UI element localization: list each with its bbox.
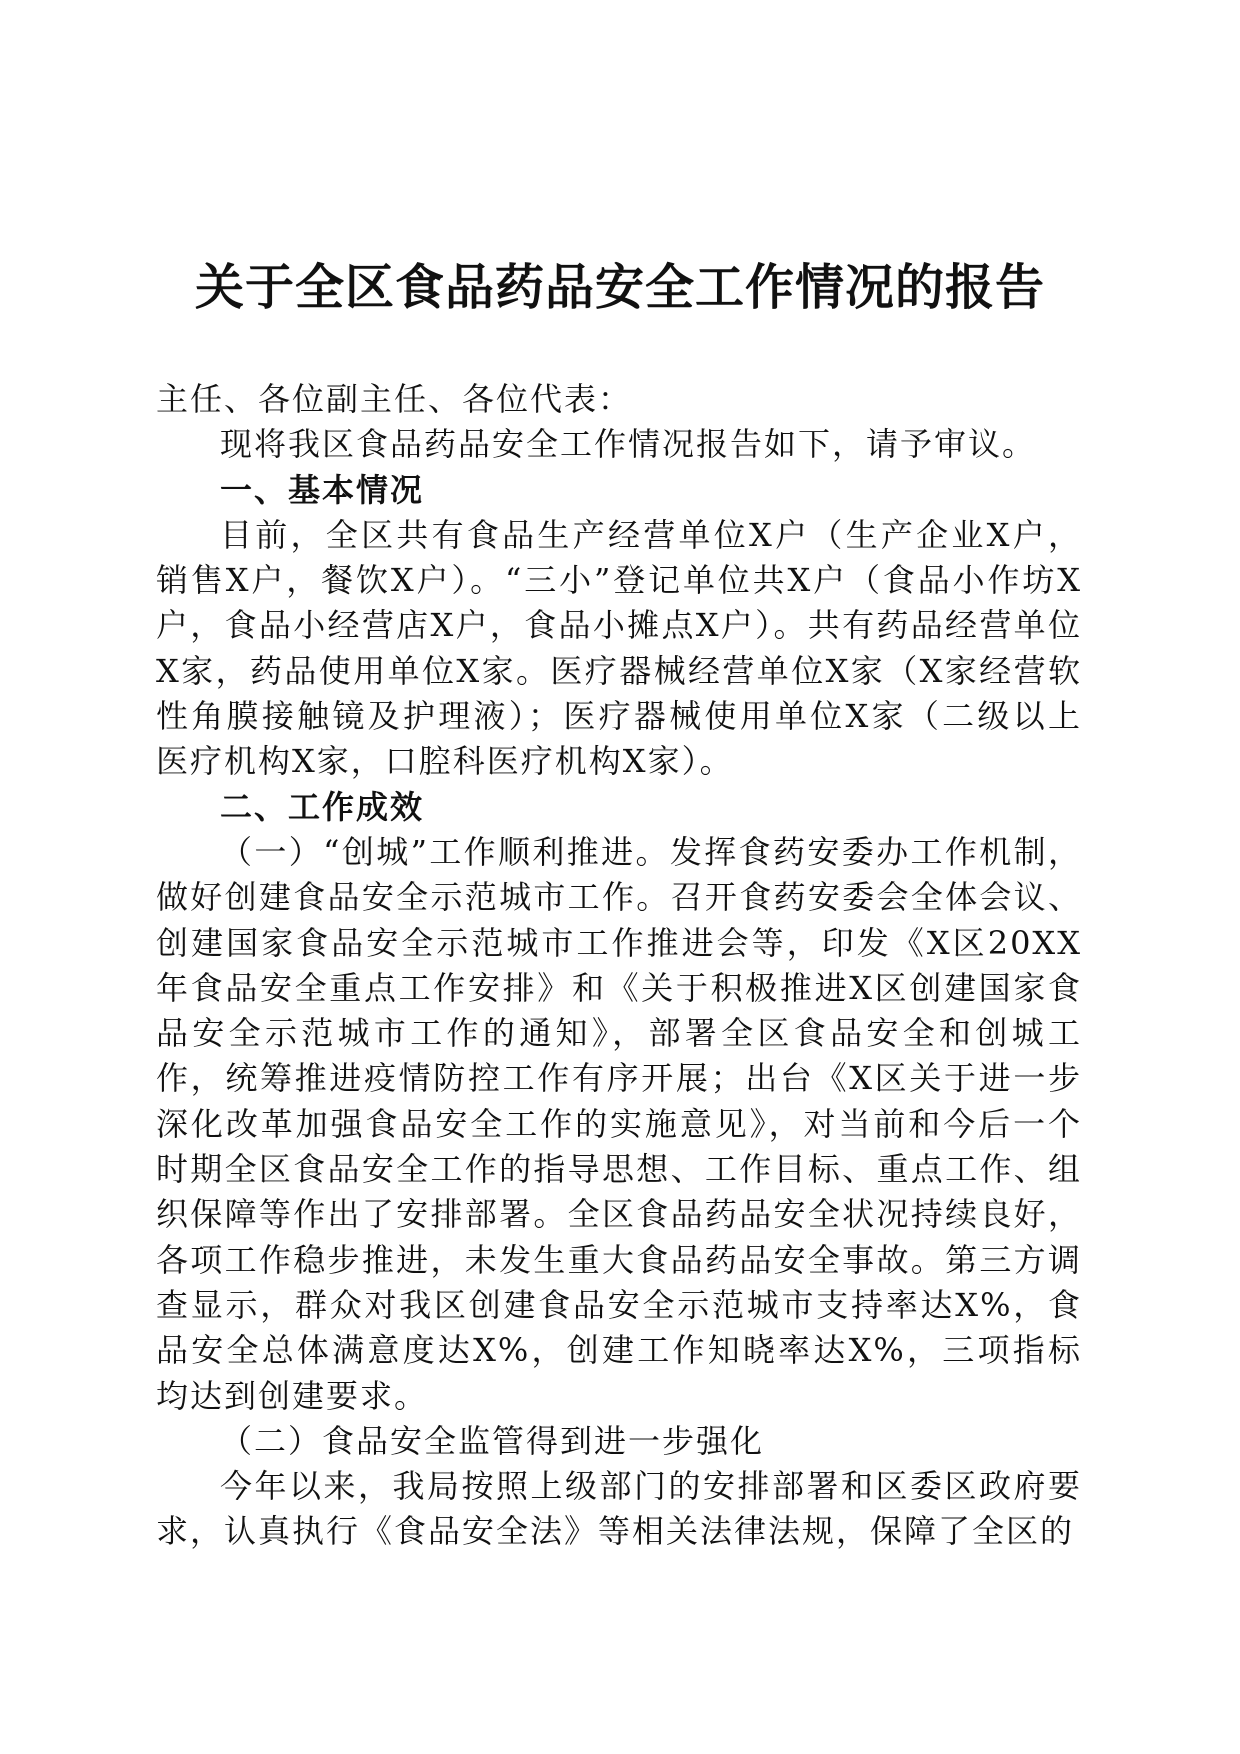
subsection-1-paragraph: （一）“创城”工作顺利推进。发挥食药安委办工作机制，做好创建食品安全示范城市工作。召开食药安委会全体会议、创建国家食品安全示范城市工作推进会等，印发《X区20XX年食品安全重点工作安排》和《关于积极推进X区创建国家食品安全示范城市工作的通知》，部署全区食品安全和创城工作，统筹推进疫情防控工作有序开展；出台《X区关于进一步深化改革加强食品安全工作的实施意见》，对当前和今后一个时期全区食品安全工作的指导思想、工作目标、重点工作、组织保障等作出了安排部署。全区食品药品安全状况持续良好，各项工作稳步推进，未发生重大食品药品安全事故。第三方调查显示，群众对我区创建食品安全示范城市支持率达X%，食品安全总体满意度达X%，创建工作知晓率达X%，三项指标均达到创建要求。 bbox=[156, 832, 1082, 1415]
subsection-2-paragraph: 今年以来，我局按照上级部门的安排部署和区委区政府要求，认真执行《食品安全法》等相关法律法规，保障了全区的 bbox=[156, 1467, 1082, 1551]
salutation: 主任、各位副主任、各位代表： bbox=[156, 380, 633, 418]
basic-situation-paragraph: 目前，全区共有食品生产经营单位X户（生产企业X户，销售X户，餐饮X户）。“三小”登记单位共X户（食品小作坊X户，食品小经营店X户，食品小摊点X户）。共有药品经营单位X家，药品使用单位X家。医疗器械经营单位X家（X家经营软性角膜接触镜及护理液）；医疗器械使用单位X家（二级以上医疗机构X家，口腔科医疗机构X家）。 bbox=[156, 515, 1082, 781]
section-heading-basic-situation: 一、基本情况 bbox=[220, 470, 425, 509]
document-body bbox=[156, 377, 1082, 1555]
document-title: 关于全区食品药品安全工作情况的报告 bbox=[194, 258, 1045, 316]
intro-paragraph: 现将我区食品药品安全工作情况报告如下，请予审议。 bbox=[220, 425, 1037, 464]
subsection-2-heading: （二）食品安全监管得到进一步强化 bbox=[220, 1421, 765, 1460]
section-heading-work-results: 二、工作成效 bbox=[220, 787, 425, 826]
